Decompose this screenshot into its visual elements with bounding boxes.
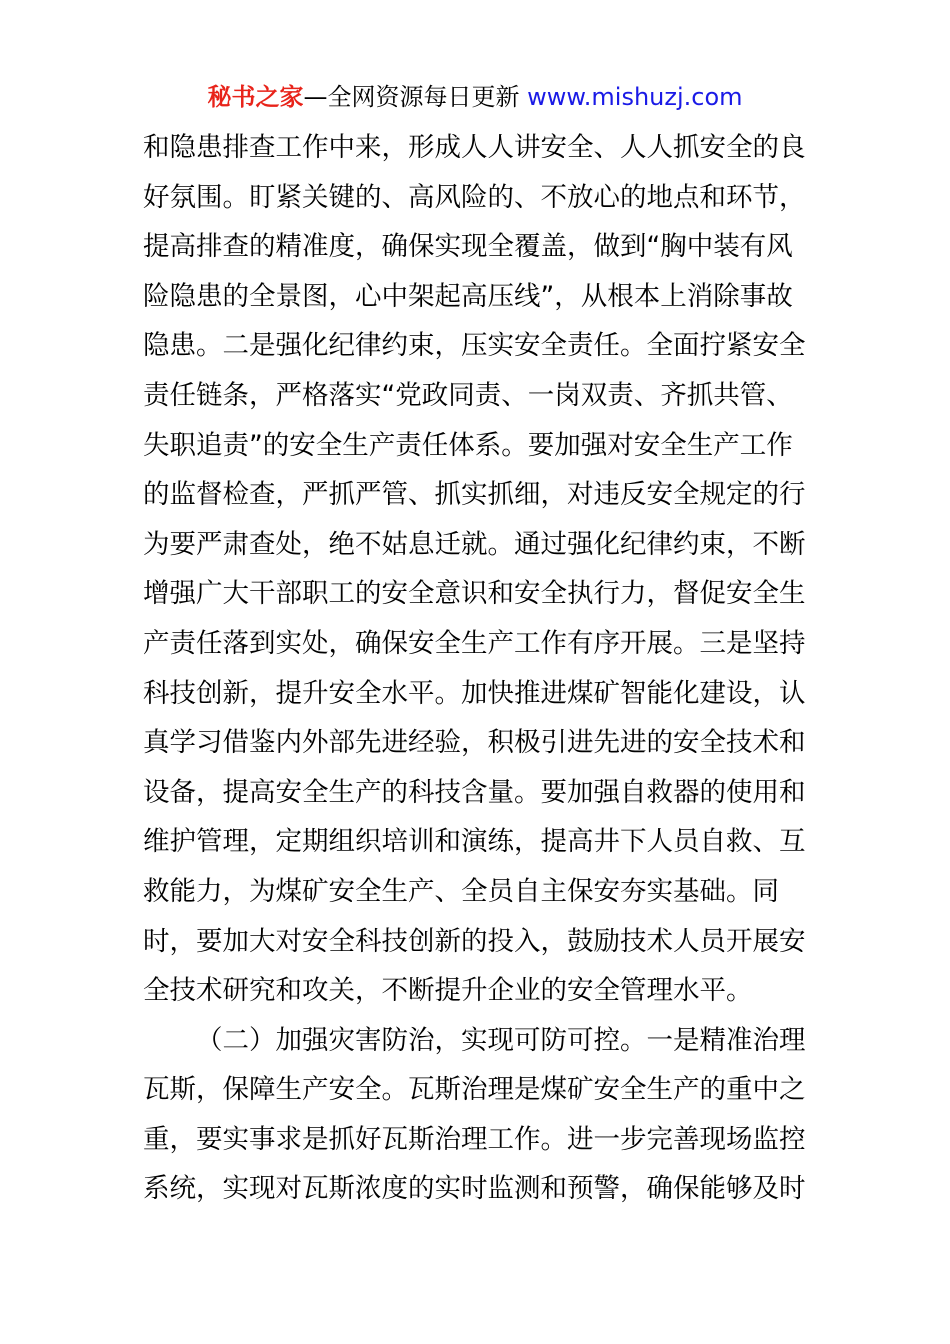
text-line: 为要严肃查处，绝不姑息迁就。通过强化纪律约束，不断 xyxy=(143,528,806,560)
site-brand: 秘书之家 xyxy=(207,83,304,111)
text-line: 责任链条，严格落实“党政同责、一岗双责、齐抓共管、 xyxy=(143,379,793,411)
document-body xyxy=(143,123,813,1214)
text-line: 瓦斯，保障生产安全。瓦斯治理是煤矿安全生产的重中之 xyxy=(143,1074,806,1106)
site-tagline: —全网资源每日更新 xyxy=(303,83,528,111)
text-line: 救能力，为煤矿安全生产、全员自主保安夯实基础。同 xyxy=(143,875,779,907)
text-line: 设备，提高安全生产的科技含量。要加强自救器的使用和 xyxy=(143,776,806,808)
site-url-link[interactable]: www.mishuzj.com xyxy=(527,83,743,111)
paragraph-start-line: （二）加强灾害防治，实现可防可控。一是精准治理 xyxy=(196,1024,806,1056)
text-line: 重，要实事求是抓好瓦斯治理工作。进一步完善现场监控 xyxy=(143,1123,806,1155)
text-line: 失职追责”的安全生产责任体系。要加强对安全生产工作 xyxy=(143,429,793,461)
text-line: 提高排查的精准度，确保实现全覆盖，做到“胸中装有风 xyxy=(143,231,793,263)
text-line: 真学习借鉴内外部先进经验，积极引进先进的安全技术和 xyxy=(143,727,806,759)
site-header xyxy=(0,80,950,114)
text-line: 的监督检查，严抓严管、抓实抓细，对违反安全规定的行 xyxy=(143,479,806,511)
text-line: 维护管理，定期组织培训和演练，提高井下人员自救、互 xyxy=(143,826,806,858)
text-line: 险隐患的全景图，心中架起高压线”，从根本上消除事故 xyxy=(143,280,793,312)
text-line: 好氛围。盯紧关键的、高风险的、不放心的地点和环节， xyxy=(143,181,806,213)
text-line: 科技创新，提升安全水平。加快推进煤矿智能化建设，认 xyxy=(143,677,806,709)
text-line: 系统，实现对瓦斯浓度的实时监测和预警，确保能够及时 xyxy=(143,1173,806,1205)
text-line: 和隐患排查工作中来，形成人人讲安全、人人抓安全的良 xyxy=(143,132,806,163)
text-line: 隐患。二是强化纪律约束，压实安全责任。全面拧紧安全 xyxy=(143,330,806,362)
text-line: 时，要加大对安全科技创新的投入，鼓励技术人员开展安 xyxy=(143,925,806,957)
text-line: 全技术研究和攻关，不断提升企业的安全管理水平。 xyxy=(143,975,753,1007)
text-line: 产责任落到实处，确保安全生产工作有序开展。三是坚持 xyxy=(143,627,806,659)
text-line: 增强广大干部职工的安全意识和安全执行力，督促安全生 xyxy=(143,578,806,610)
